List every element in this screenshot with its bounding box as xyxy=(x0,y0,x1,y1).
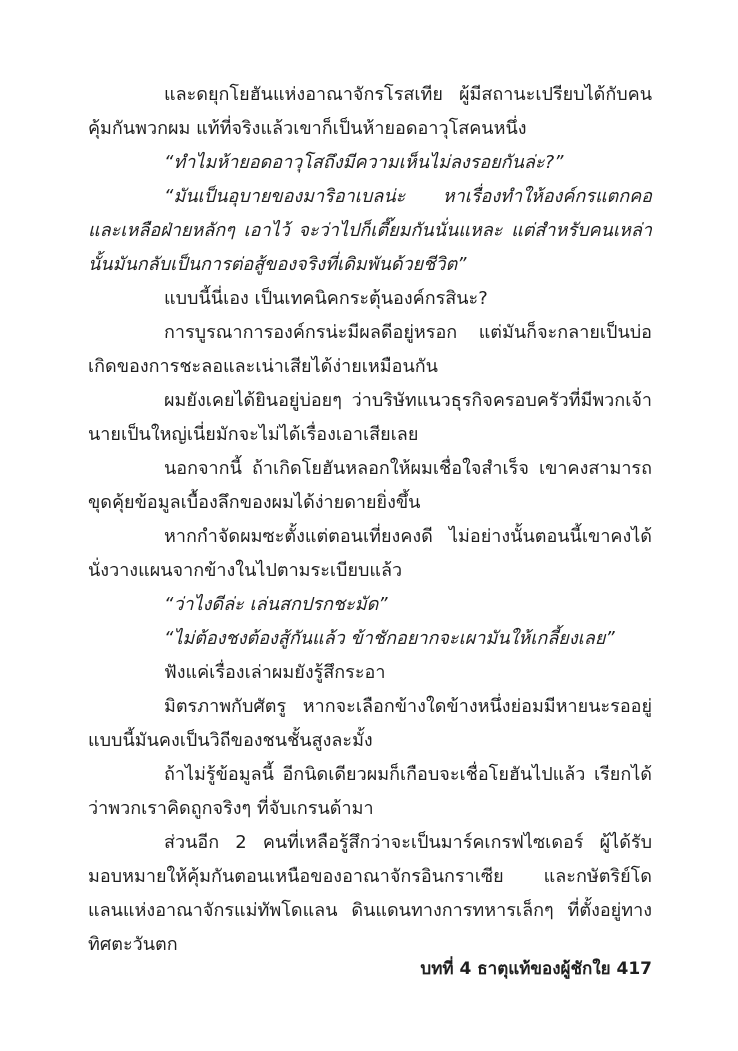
dialogue-paragraph: “มันเป็นอุบายของมาริอาเบลน่ะ หาเรื่องทำให้องค์กรแตกคอและเหลือฝ่ายหลักๆ เอาไว้ จะว่าไปก็เตี๊ยมกันนั่นแหละ แต่สำหรับคนเหล่านั้นมันกลับเป็นการต่อสู้ของจริงที่เดิมพันด้วยชีวิต” xyxy=(88,186,652,275)
dialogue-paragraph: “ว่าไงดีล่ะ เล่นสกปรกชะมัด” xyxy=(164,594,388,615)
paragraph: ผมยังเคยได้ยินอยู่บ่อยๆ ว่าบริษัทแนวธุรกิจครอบครัวที่มีพวกเจ้านายเป็นใหญ่เนี่ยมักจะไม่ได้เรื่องเอาเสียเลย xyxy=(88,390,652,445)
paragraph: ส่วนอีก 2 คนที่เหลือรู้สึกว่าจะเป็นมาร์คเกรฟไซเดอร์ ผู้ได้รับมอบหมายให้คุ้มกันตอนเหนือของอาณาจักรอินกราเซีย และกษัตริย์โดแลนแห่งอาณาจักรแม่ทัพโดแลน ดินแดนทางการทหารเล็กๆ ที่ตั้งอยู่ทางทิศตะวันตก xyxy=(88,832,652,955)
paragraph: หากกำจัดผมซะตั้งแต่ตอนเที่ยงคงดี ไม่อย่างนั้นตอนนี้เขาคงได้นั่งวางแผนจากข้างในไปตามระเบียบแล้ว xyxy=(88,526,652,581)
paragraph: นอกจากนี้ ถ้าเกิดโยฮันหลอกให้ผมเชื่อใจสำเร็จ เขาคงสามารถขุดคุ้ยข้อมูลเบื้องลึกของผมได้ง่ายดายยิ่งขึ้น xyxy=(88,458,652,513)
paragraph: แบบนี้นี่เอง เป็นเทคนิคกระตุ้นองค์กรสินะ? xyxy=(164,288,488,309)
body-text xyxy=(88,78,652,962)
dialogue-paragraph: “ไม่ต้องชงต้องสู้กันแล้ว ข้าชักอยากจะเผามันให้เกลี้ยงเลย” xyxy=(164,628,615,649)
paragraph: ฟังแค่เรื่องเล่าผมยังรู้สึกระอา xyxy=(164,662,386,683)
paragraph: และดยุกโยฮันแห่งอาณาจักรโรสเทีย ผู้มีสถานะเปรียบได้กับคนคุ้มกันพวกผม แท้ที่จริงแล้วเขาก็เป็นห้ายอดอาวุโสคนหนึ่ง xyxy=(88,84,652,139)
dialogue-paragraph: “ทำไมห้ายอดอาวุโสถึงมีความเห็นไม่ลงรอยกันล่ะ?” xyxy=(164,152,564,173)
paragraph: มิตรภาพกับศัตรู หากจะเลือกข้างใดข้างหนึ่งย่อมมีหายนะรออยู่แบบนี้มันคงเป็นวิถีของชนชั้นสูงละมั้ง xyxy=(88,696,652,751)
paragraph: ถ้าไม่รู้ข้อมูลนี้ อีกนิดเดียวผมก็เกือบจะเชื่อโยฮันไปแล้ว เรียกได้ว่าพวกเราคิดถูกจริงๆ ที่จับเกรนด้ามา xyxy=(88,764,652,819)
paragraph: การบูรณาการองค์กรน่ะมีผลดีอยู่หรอก แต่มันก็จะกลายเป็นบ่อเกิดของการชะลอและเน่าเสียได้ง่ายเหมือนกัน xyxy=(88,322,652,377)
running-footer: บทที่ 4 ธาตุแท้ของผู้ชักใย 417 xyxy=(420,959,652,979)
